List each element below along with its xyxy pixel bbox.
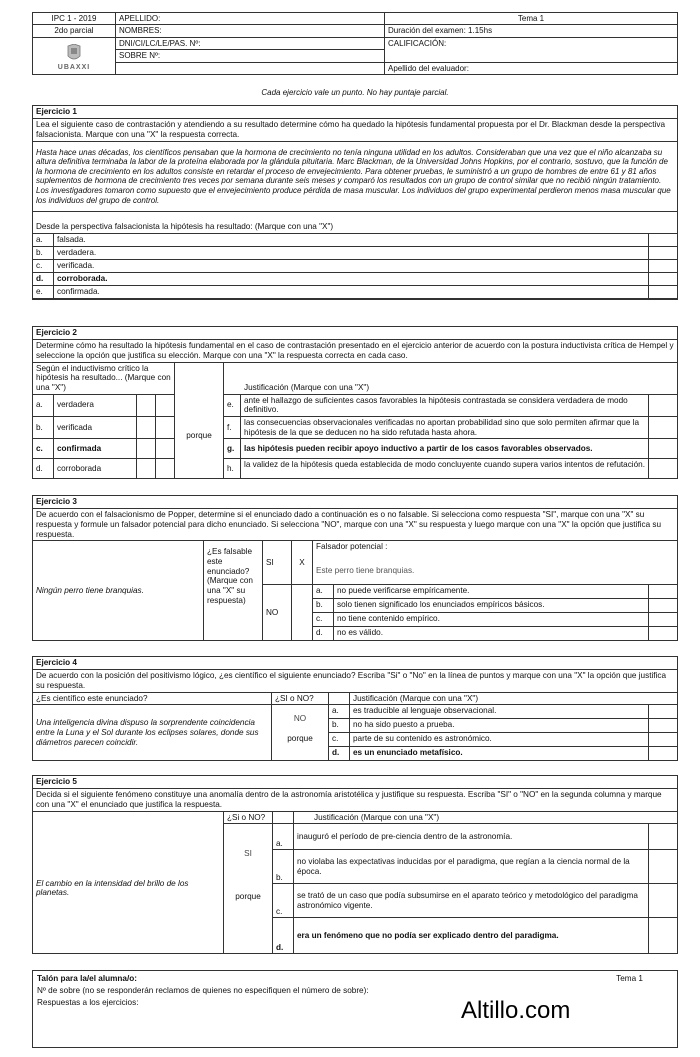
- ej4-col2-header: ¿SI o NO?: [272, 692, 329, 705]
- left-letter: b.: [33, 416, 54, 438]
- ej4-answer[interactable]: NO: [272, 705, 329, 733]
- option-text: no ha sido puesto a prueba.: [350, 719, 649, 733]
- ej5-blank: [273, 811, 294, 824]
- option-letter: b.: [329, 719, 350, 733]
- right-letter: g.: [224, 439, 241, 459]
- ej3-question: ¿Es falsable este enunciado? (Marque con una "X" su respuesta): [204, 541, 263, 641]
- mark-box[interactable]: [649, 884, 678, 918]
- ej1-title: Ejercicio 1: [33, 106, 677, 119]
- ej2-table: [32, 362, 678, 480]
- ej4-table: [32, 692, 678, 762]
- mark-box[interactable]: [649, 459, 678, 479]
- right-text: las consecuencias observacionales verificadas no aportan probabilidad sino que solo permiten afirmar que la hipótesis de la que se deducen no ha sido refutada hasta ahora.: [241, 416, 649, 438]
- ej3-falsador-cell[interactable]: [313, 541, 678, 585]
- ejercicio-4: [32, 656, 678, 761]
- mark-box[interactable]: [649, 613, 678, 627]
- sobre-field[interactable]: SOBRE Nº:: [116, 50, 385, 62]
- mark-box[interactable]: [649, 747, 678, 761]
- mark-box[interactable]: [156, 459, 175, 479]
- ej3-no-label: NO: [263, 585, 292, 641]
- right-text: las hipótesis pueden recibir apoyo inductivo a partir de los casos favorables observados.: [241, 439, 649, 459]
- option-letter: b.: [33, 246, 54, 259]
- mark-box[interactable]: [649, 285, 678, 298]
- mark-box[interactable]: [137, 439, 156, 459]
- ej1-option-a[interactable]: [33, 233, 678, 246]
- exam-cell: 2do parcial: [33, 25, 116, 37]
- option-text: es traducible al lenguaje observacional.: [350, 705, 649, 719]
- scoring-note: Cada ejercicio vale un punto. No hay puntaje parcial.: [261, 88, 449, 97]
- ejercicio-5: [32, 775, 678, 954]
- option-letter: a.: [33, 233, 54, 246]
- option-letter: c.: [273, 884, 294, 918]
- mark-box[interactable]: [649, 599, 678, 613]
- mark-box[interactable]: [649, 246, 678, 259]
- evaluador-field[interactable]: Apellido del evaluador:: [385, 62, 678, 74]
- ej1-option-d[interactable]: [33, 272, 678, 285]
- mark-box[interactable]: [156, 394, 175, 416]
- left-text: corroborada: [54, 459, 137, 479]
- ej4-instructions: De acuerdo con la posición del positivismo lógico, ¿es científico el siguiente enunciado? Escriba "Si" o "No" en la línea de puntos y marque con una "X" la opción que justifica su respuesta.: [33, 670, 677, 693]
- left-letter: d.: [33, 459, 54, 479]
- mark-box[interactable]: [649, 259, 678, 272]
- option-letter: a.: [329, 705, 350, 719]
- option-letter: d.: [313, 627, 334, 641]
- ej3-table: [32, 540, 678, 641]
- option-letter: b.: [273, 850, 294, 884]
- ej3-si-mark[interactable]: X: [292, 541, 313, 585]
- ej5-col3-header: Justificación (Marque con una "X"): [294, 811, 678, 824]
- ej1-option-e[interactable]: [33, 285, 678, 298]
- ej3-instructions: De acuerdo con el falsacionismo de Popper, determine si el enunciado dado a continuación es o no falsable. Si selecciona como respuesta "SI", marque con una "X" su respuesta y formule un falsador potencial para dicho enunciado. Si selecciona "NO", marque con una "X" su respuesta y luego marque con una "X" la opción que justifica su respuesta.: [33, 509, 677, 542]
- right-letter: f.: [224, 416, 241, 438]
- ej1-option-c[interactable]: [33, 259, 678, 272]
- option-letter: d.: [33, 272, 54, 285]
- talon-tema: Tema 1: [616, 974, 643, 983]
- mark-box[interactable]: [649, 394, 678, 416]
- ejercicio-1: [32, 105, 678, 300]
- mark-box[interactable]: [137, 394, 156, 416]
- ej3-statement: Ningún perro tiene branquias.: [33, 541, 204, 641]
- ej4-col1-header: ¿Es científico este enunciado?: [33, 692, 272, 705]
- left-letter: a.: [33, 394, 54, 416]
- mark-box[interactable]: [649, 585, 678, 599]
- logo-text: UBAXXI: [57, 63, 91, 71]
- option-text: no puede verificarse empíricamente.: [334, 585, 649, 599]
- mark-box[interactable]: [137, 416, 156, 438]
- option-letter: b.: [313, 599, 334, 613]
- ej5-instructions: Decida si el siguiente fenómeno constituye una anomalía dentro de la astronomía aristotélica y justifique su respuesta. Escriba "SI" o "NO" en la segunda columna y marque con una "X" el enunciado que justifica la respuesta.: [33, 789, 677, 812]
- mark-box[interactable]: [649, 439, 678, 459]
- talon-title: Talón para la/el alumna/o:: [37, 974, 137, 983]
- ej5-table: [32, 811, 678, 955]
- calificacion-field[interactable]: CALIFICACIÓN:: [385, 37, 678, 62]
- ejercicio-3: [32, 495, 678, 641]
- left-text: verdadera: [54, 394, 137, 416]
- option-text: no es válido.: [334, 627, 649, 641]
- course-cell: IPC 1 - 2019: [33, 13, 116, 25]
- left-text: confirmada: [54, 439, 137, 459]
- right-letter: e.: [224, 394, 241, 416]
- option-letter: a.: [273, 824, 294, 850]
- header-table: [32, 12, 678, 75]
- ej3-si-label: SI: [263, 541, 292, 585]
- ej2-spacer: [175, 362, 224, 394]
- mark-box[interactable]: [649, 272, 678, 285]
- option-text: era un fenómeno que no podía ser explicado dentro del paradigma.: [294, 918, 649, 954]
- mark-box[interactable]: [649, 719, 678, 733]
- option-text: se trató de un caso que podía subsumirse en el aparato teórico y metodológico del paradigma astronómico vigente.: [294, 884, 649, 918]
- option-text: parte de su contenido es astronómico.: [350, 733, 649, 747]
- option-text: corroborada.: [54, 272, 649, 285]
- mark-box[interactable]: [649, 918, 678, 954]
- ej4-statement: Una inteligencia divina dispuso la sorprendente coincidencia entre la Luna y el Sol durante los eclipses solares, donde sus diámetros parecen coincidir.: [33, 705, 272, 761]
- right-text: ante el hallazgo de suficientes casos favorables la hipótesis contrastada se considera verdadera de modo definitivo.: [241, 394, 649, 416]
- option-text: es un enunciado metafísico.: [350, 747, 649, 761]
- ej3-falsador-value: Este perro tiene branquias.: [316, 566, 415, 576]
- mark-box[interactable]: [649, 733, 678, 747]
- talon: [32, 970, 678, 1048]
- mark-box[interactable]: [649, 850, 678, 884]
- ej5-statement: El cambio en la intensidad del brillo de los planetas.: [33, 824, 224, 954]
- ej3-title: Ejercicio 3: [33, 496, 677, 509]
- option-text: verdadera.: [54, 246, 649, 259]
- ej1-instructions: Lea el siguiente caso de contrastación y atendiendo a su resultado determine cómo ha quedado la hipótesis fundamental propuesta por el Dr. Blackman desde la perspectiva falsacionista. Marque con una "X" la respuesta correcta.: [33, 119, 677, 142]
- ej4-blank: [329, 692, 350, 705]
- option-letter: a.: [313, 585, 334, 599]
- talon-sobre[interactable]: Nº de sobre (no se responderán reclamos de quienes no especifiquen el número de sobre):: [37, 986, 369, 995]
- option-letter: d.: [329, 747, 350, 761]
- left-letter: c.: [33, 439, 54, 459]
- option-letter: e.: [33, 285, 54, 298]
- ejercicio-2: [32, 326, 678, 479]
- ej1-option-b[interactable]: [33, 246, 678, 259]
- mark-box[interactable]: [649, 627, 678, 641]
- mark-box[interactable]: [156, 416, 175, 438]
- ej2-porque: porque: [175, 394, 224, 479]
- apellido-field[interactable]: APELLIDO:: [116, 13, 385, 25]
- ej5-answer[interactable]: SI: [224, 824, 273, 884]
- ej5-blank-header: [33, 811, 224, 824]
- ej5-porque: porque: [224, 884, 273, 954]
- ej4-porque: porque: [272, 733, 329, 761]
- mark-box[interactable]: [649, 233, 678, 246]
- ej1-case-text: Hasta hace unas décadas, los científicos pensaban que la hormona de crecimiento no tenía ninguna utilidad en los adultos. Consideraban que una vez que el niño alcanzaba su altura definitiva terminaba la labor de la proteína elaborada por la glándula pituitaria. Marc Blackman, de la Universidad Johns Hopkins, por el contrario, sostuvo, que la función de la hormona de crecimiento en los adultos consiste en retardar el proceso de envejecimiento. Para obtener pruebas, le suministró a un grupo de hombres de entre 61 y 81 años suplementos de hormona de crecimiento tres veces por semana durante seis meses y comparó los resultados con un grupo de control similar que no recibió ningún tratamiento. Los investigadores tomaron como supuesto que el envejecimiento produce pérdida de masa muscular. Los individuos del grupo experimental perdieron menos masa muscular que los individuos del grupo de control.: [33, 142, 677, 213]
- ej3-no-mark[interactable]: [292, 585, 313, 641]
- option-text: solo tienen significado los enunciados empíricos básicos.: [334, 599, 649, 613]
- nombres-field[interactable]: NOMBRES:: [116, 25, 385, 37]
- option-letter: d.: [273, 918, 294, 954]
- ej3-falsador-label: Falsador potencial :: [316, 542, 388, 552]
- tema-cell: Tema 1: [385, 13, 678, 25]
- ej4-col3-header: Justificación (Marque con una "X"): [350, 692, 678, 705]
- option-letter: c.: [33, 259, 54, 272]
- ej2-title: Ejercicio 2: [33, 327, 677, 340]
- option-letter: c.: [313, 613, 334, 627]
- ej1-options-table: [32, 233, 678, 299]
- blank-field: [116, 62, 385, 74]
- option-text: inauguró el período de pre-ciencia dentro de la astronomía.: [294, 824, 649, 850]
- mark-box[interactable]: [649, 416, 678, 438]
- right-letter: h.: [224, 459, 241, 479]
- option-text: no tiene contenido empírico.: [334, 613, 649, 627]
- left-text: verificada: [54, 416, 137, 438]
- ej1-question: Desde la perspectiva falsacionista la hipótesis ha resultado: (Marque con una "X"): [33, 212, 677, 234]
- mark-box[interactable]: [649, 705, 678, 719]
- option-text: verificada.: [54, 259, 649, 272]
- option-text: no violaba las expectativas inducidas por el paradigma, que regían a la ciencia normal de la época.: [294, 850, 649, 884]
- mark-box[interactable]: [156, 439, 175, 459]
- ej2-right-header: Justificación (Marque con una "X"): [224, 362, 678, 394]
- mark-box[interactable]: [649, 824, 678, 850]
- ej5-title: Ejercicio 5: [33, 776, 677, 789]
- ej5-col2-header: ¿Si o NO?: [224, 811, 273, 824]
- right-text: la validez de la hipótesis queda establecida de modo concluyente cuando supera varios intentos de refutación.: [241, 459, 649, 479]
- watermark: Altillo.com: [461, 997, 571, 1024]
- talon-respuestas[interactable]: Respuestas a los ejercicios:: [37, 998, 139, 1007]
- option-letter: c.: [329, 733, 350, 747]
- ej2-instructions: Determine cómo ha resultado la hipótesis fundamental en el caso de contrastación presentado en el ejercicio anterior de acuerdo con la postura inductivista crítica de Hempel y seleccione la opción que justifica su elección. Marque con una "X" la respuesta correcta en cada caso.: [33, 340, 677, 363]
- option-text: confirmada.: [54, 285, 649, 298]
- ubaxxi-emblem-icon: [54, 44, 94, 64]
- duracion-cell: Duración del examen: 1.15hs: [385, 25, 678, 37]
- logo: [33, 37, 116, 74]
- mark-box[interactable]: [137, 459, 156, 479]
- ej4-title: Ejercicio 4: [33, 657, 677, 670]
- dni-field[interactable]: DNI/CI/LC/LE/PAS. Nº:: [116, 37, 385, 49]
- option-text: falsada.: [54, 233, 649, 246]
- ej2-left-header: Según el inductivismo crítico la hipótesis ha resultado... (Marque con una "X"): [33, 362, 175, 394]
